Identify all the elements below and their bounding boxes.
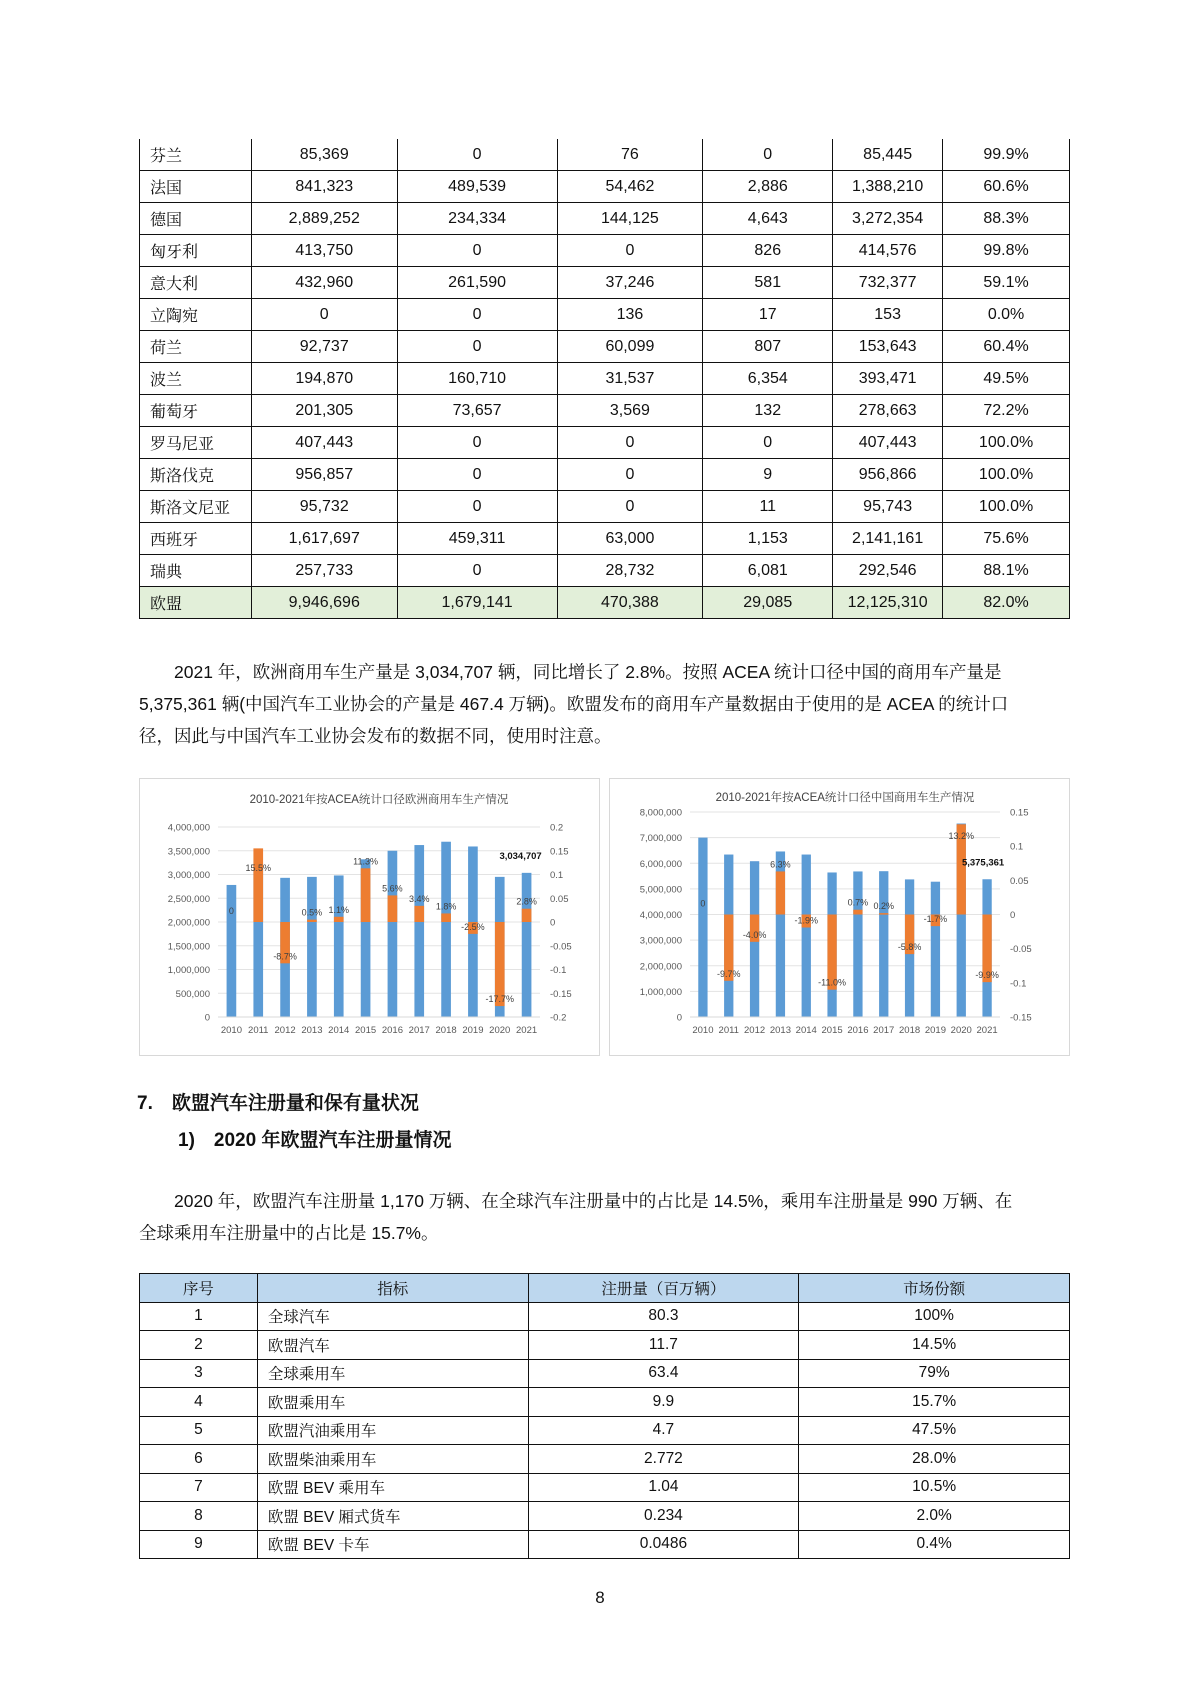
value-cell: 234,334 xyxy=(397,203,557,235)
production-bar xyxy=(334,875,344,1017)
no-cell: 9 xyxy=(140,1530,258,1559)
country-cell: 意大利 xyxy=(140,267,252,299)
value-cell: 0.0% xyxy=(943,299,1070,331)
production-bar xyxy=(698,838,707,1017)
header-indicator: 指标 xyxy=(257,1274,528,1303)
y-axis-tick: 2,000,000 xyxy=(639,961,682,973)
growth-label: -1.9% xyxy=(794,915,819,926)
y-axis-tick: 8,000,000 xyxy=(639,807,682,819)
share-cell: 15.7% xyxy=(799,1388,1070,1417)
table-row xyxy=(140,395,1070,427)
value-cell: 1,679,141 xyxy=(397,587,557,619)
value-cell: 826 xyxy=(703,235,833,267)
no-cell: 1 xyxy=(140,1302,258,1331)
table-row xyxy=(140,203,1070,235)
value-cell: 17 xyxy=(703,299,833,331)
growth-label: -9.9% xyxy=(975,970,999,981)
header-share: 市场份额 xyxy=(799,1274,1070,1303)
value-cell: 49.5% xyxy=(943,363,1070,395)
y-axis-tick: 1,500,000 xyxy=(167,941,210,953)
volume-cell: 80.3 xyxy=(528,1302,799,1331)
y2-axis-tick: 0.1 xyxy=(550,870,564,881)
growth-label: -5.8% xyxy=(897,942,922,953)
value-cell: 0 xyxy=(397,331,557,363)
value-cell: 95,743 xyxy=(833,491,943,523)
y2-axis-tick: 0 xyxy=(1010,910,1016,921)
y-axis-tick: 1,000,000 xyxy=(167,965,210,976)
share-cell: 0.4% xyxy=(799,1530,1070,1559)
value-cell: 28,732 xyxy=(557,555,703,587)
y2-axis-tick: 0 xyxy=(550,917,556,929)
share-cell: 10.5% xyxy=(799,1473,1070,1502)
value-cell: 2,886 xyxy=(703,171,833,203)
growth-label: -9.7% xyxy=(716,968,741,979)
indicator-cell: 欧盟柴油乘用车 xyxy=(257,1445,528,1474)
y-axis-tick: 4,000,000 xyxy=(639,910,682,921)
table-row xyxy=(140,1302,1070,1331)
table-row xyxy=(140,523,1070,555)
value-cell: 581 xyxy=(703,267,833,299)
production-bar xyxy=(441,842,451,1017)
table-row xyxy=(140,235,1070,267)
growth-bar xyxy=(879,913,888,915)
table-row xyxy=(140,1473,1070,1502)
x-axis-tick: 2020 xyxy=(950,1025,972,1036)
value-cell: 85,369 xyxy=(251,139,397,171)
volume-cell: 4.7 xyxy=(528,1416,799,1445)
paragraph-line: 2020 年，欧盟汽车注册量 1,170 万辆、在全球汽车注册量中的占比是 14.5%，乘用车注册量是 990 万辆、在 xyxy=(139,1191,1013,1211)
value-cell: 6,354 xyxy=(703,363,833,395)
country-cell: 斯洛伐克 xyxy=(140,459,252,491)
value-cell: 0 xyxy=(397,139,557,171)
value-cell: 807 xyxy=(703,331,833,363)
y2-axis-tick: -0.15 xyxy=(1010,1012,1032,1024)
value-cell: 459,311 xyxy=(397,523,557,555)
value-cell: 100.0% xyxy=(943,427,1070,459)
value-cell: 0 xyxy=(703,139,833,171)
value-annotation: 5,375,361 xyxy=(961,857,1005,869)
country-cell: 匈牙利 xyxy=(140,235,252,267)
volume-cell: 0.0486 xyxy=(528,1530,799,1559)
x-axis-tick: 2016 xyxy=(381,1025,403,1036)
volume-cell: 0.234 xyxy=(528,1502,799,1531)
growth-label: -17.7% xyxy=(485,994,515,1005)
country-cell: 立陶宛 xyxy=(140,299,252,331)
value-cell: 1,617,697 xyxy=(251,523,397,555)
x-axis-tick: 2010 xyxy=(692,1025,714,1036)
value-cell: 153 xyxy=(833,299,943,331)
value-cell: 3,569 xyxy=(557,395,703,427)
table-row xyxy=(140,267,1070,299)
share-cell: 47.5% xyxy=(799,1416,1070,1445)
table-row xyxy=(140,171,1070,203)
x-axis-tick: 2016 xyxy=(847,1025,869,1036)
table-row xyxy=(140,555,1070,587)
no-cell: 4 xyxy=(140,1388,258,1417)
value-cell: 0 xyxy=(557,459,703,491)
indicator-cell: 欧盟乘用车 xyxy=(257,1388,528,1417)
y-axis-tick: 500,000 xyxy=(175,988,210,1000)
country-cell: 欧盟 xyxy=(140,587,252,619)
table-row xyxy=(140,1388,1070,1417)
table-total-row xyxy=(140,587,1070,619)
value-cell: 292,546 xyxy=(833,555,943,587)
paragraph-line: 全球乘用车注册量中的占比是 15.7%。 xyxy=(139,1223,439,1243)
indicator-cell: 全球汽车 xyxy=(257,1302,528,1331)
growth-bar xyxy=(361,868,371,922)
value-cell: 489,539 xyxy=(397,171,557,203)
value-cell: 956,857 xyxy=(251,459,397,491)
value-cell: 76 xyxy=(557,139,703,171)
no-cell: 5 xyxy=(140,1416,258,1445)
x-axis-tick: 2014 xyxy=(795,1025,817,1036)
value-cell: 160,710 xyxy=(397,363,557,395)
table-row xyxy=(140,1530,1070,1559)
value-cell: 0 xyxy=(397,491,557,523)
x-axis-tick: 2019 xyxy=(462,1025,484,1036)
value-cell: 956,866 xyxy=(833,459,943,491)
value-cell: 0 xyxy=(397,427,557,459)
x-axis-tick: 2018 xyxy=(899,1025,921,1036)
y2-axis-tick: 0.05 xyxy=(1010,875,1029,887)
growth-label: -11.0% xyxy=(818,977,847,988)
y2-axis-tick: 0.15 xyxy=(550,846,569,858)
no-cell: 6 xyxy=(140,1445,258,1474)
y-axis-tick: 4,000,000 xyxy=(167,822,210,834)
indicator-cell: 欧盟 BEV 乘用车 xyxy=(257,1473,528,1502)
table-row xyxy=(140,363,1070,395)
value-cell: 99.9% xyxy=(943,139,1070,171)
country-cell: 德国 xyxy=(140,203,252,235)
growth-label: 6.3% xyxy=(770,859,791,870)
value-cell: 393,471 xyxy=(833,363,943,395)
production-bar xyxy=(414,845,424,1017)
production-bar xyxy=(879,871,888,1017)
value-cell: 132 xyxy=(703,395,833,427)
value-cell: 0 xyxy=(397,555,557,587)
value-cell: 73,657 xyxy=(397,395,557,427)
country-cell: 瑞典 xyxy=(140,555,252,587)
value-cell: 0 xyxy=(397,459,557,491)
x-axis-tick: 2013 xyxy=(301,1025,323,1036)
x-axis-tick: 2011 xyxy=(718,1025,739,1036)
registration-table xyxy=(139,1273,1070,1559)
y-axis-tick: 7,000,000 xyxy=(639,833,682,845)
value-cell: 144,125 xyxy=(557,203,703,235)
y2-axis-tick: 0.2 xyxy=(550,822,564,834)
production-bar xyxy=(307,877,317,1017)
value-cell: 261,590 xyxy=(397,267,557,299)
growth-bar xyxy=(334,917,344,922)
paragraph-line: 5,375,361 辆(中国汽车工业协会的产量是 467.4 万辆)。欧盟发布的商用车产量数据由于使用的是 ACEA 的统计口 xyxy=(139,694,1009,714)
production-bar xyxy=(227,885,237,1017)
indicator-cell: 欧盟汽车 xyxy=(257,1331,528,1360)
growth-bar xyxy=(388,895,398,922)
growth-label: 0 xyxy=(700,898,706,909)
no-cell: 3 xyxy=(140,1359,258,1388)
value-cell: 2,141,161 xyxy=(833,523,943,555)
value-cell: 29,085 xyxy=(703,587,833,619)
chart-europe-commercial-vehicle-production xyxy=(139,778,600,1056)
x-axis-tick: 2017 xyxy=(408,1025,430,1036)
growth-bar xyxy=(253,848,263,922)
growth-label: 3.4% xyxy=(408,893,430,904)
value-cell: 0 xyxy=(703,427,833,459)
value-cell: 95,732 xyxy=(251,491,397,523)
indicator-cell: 欧盟 BEV 卡车 xyxy=(257,1530,528,1559)
x-axis-tick: 2021 xyxy=(516,1025,538,1036)
growth-label: 0.2% xyxy=(873,901,895,912)
growth-label: 15.5% xyxy=(245,863,272,873)
growth-label: -1.7% xyxy=(923,914,948,925)
table-row xyxy=(140,1502,1070,1531)
country-cell: 西班牙 xyxy=(140,523,252,555)
growth-label: -8.7% xyxy=(273,951,297,962)
value-cell: 201,305 xyxy=(251,395,397,427)
value-cell: 60.4% xyxy=(943,331,1070,363)
y2-axis-tick: 0.05 xyxy=(550,893,569,905)
value-cell: 841,323 xyxy=(251,171,397,203)
chart-title: 2010-2021年按ACEA统计口径欧洲商用车生产情况 xyxy=(249,794,509,806)
table-row xyxy=(140,331,1070,363)
paragraph-registration-summary xyxy=(139,1185,1070,1249)
value-cell: 75.6% xyxy=(943,523,1070,555)
value-cell: 72.2% xyxy=(943,395,1070,427)
value-cell: 1,153 xyxy=(703,523,833,555)
country-cell: 荷兰 xyxy=(140,331,252,363)
value-cell: 407,443 xyxy=(251,427,397,459)
growth-label: 2.8% xyxy=(516,896,537,907)
x-axis-tick: 2020 xyxy=(489,1025,511,1036)
indicator-cell: 欧盟汽油乘用车 xyxy=(257,1416,528,1445)
x-axis-tick: 2013 xyxy=(769,1025,791,1036)
y-axis-tick: 0 xyxy=(204,1012,210,1024)
chart-china-commercial-vehicle-production xyxy=(609,778,1070,1056)
production-bar xyxy=(802,855,811,1017)
table-row xyxy=(140,1416,1070,1445)
table-row xyxy=(140,1359,1070,1388)
value-cell: 100.0% xyxy=(943,491,1070,523)
growth-label: 13.2% xyxy=(948,831,975,841)
table-row xyxy=(140,459,1070,491)
value-cell: 0 xyxy=(397,299,557,331)
value-cell: 54,462 xyxy=(557,171,703,203)
y-axis-tick: 0 xyxy=(676,1012,682,1024)
value-cell: 1,388,210 xyxy=(833,171,943,203)
value-cell: 60.6% xyxy=(943,171,1070,203)
growth-label: 1.8% xyxy=(435,901,457,912)
growth-bar xyxy=(307,920,317,922)
x-axis-tick: 2010 xyxy=(220,1025,242,1036)
growth-label: 1.1% xyxy=(328,904,350,915)
value-cell: 88.1% xyxy=(943,555,1070,587)
value-cell: 0 xyxy=(397,235,557,267)
x-axis-tick: 2015 xyxy=(355,1025,377,1036)
value-cell: 0 xyxy=(557,235,703,267)
value-cell: 153,643 xyxy=(833,331,943,363)
x-axis-tick: 2021 xyxy=(976,1025,998,1036)
table-row xyxy=(140,1445,1070,1474)
volume-cell: 2.772 xyxy=(528,1445,799,1474)
country-cell: 斯洛文尼亚 xyxy=(140,491,252,523)
y2-axis-tick: 0.1 xyxy=(1010,841,1024,853)
volume-cell: 1.04 xyxy=(528,1473,799,1502)
value-cell: 60,099 xyxy=(557,331,703,363)
x-axis-tick: 2012 xyxy=(274,1025,296,1036)
value-cell: 85,445 xyxy=(833,139,943,171)
value-cell: 9 xyxy=(703,459,833,491)
y2-axis-tick: -0.1 xyxy=(1010,978,1027,990)
value-cell: 0 xyxy=(557,491,703,523)
value-cell: 2,889,252 xyxy=(251,203,397,235)
country-cell: 芬兰 xyxy=(140,139,252,171)
value-cell: 413,750 xyxy=(251,235,397,267)
y-axis-tick: 5,000,000 xyxy=(639,884,682,896)
share-cell: 79% xyxy=(799,1359,1070,1388)
y-axis-tick: 2,000,000 xyxy=(167,917,210,929)
table-row xyxy=(140,139,1070,171)
growth-label: 11.3% xyxy=(353,856,379,867)
y2-axis-tick: -0.15 xyxy=(550,988,572,1000)
share-cell: 28.0% xyxy=(799,1445,1070,1474)
value-cell: 12,125,310 xyxy=(833,587,943,619)
table-header-row xyxy=(140,1274,1070,1303)
value-cell: 63,000 xyxy=(557,523,703,555)
value-cell: 3,272,354 xyxy=(833,203,943,235)
value-cell: 136 xyxy=(557,299,703,331)
header-volume: 注册量（百万辆） xyxy=(528,1274,799,1303)
paragraph-production-summary xyxy=(139,656,1070,752)
growth-label: -2.5% xyxy=(461,921,485,932)
indicator-cell: 全球乘用车 xyxy=(257,1359,528,1388)
y-axis-tick: 1,000,000 xyxy=(639,986,682,998)
volume-cell: 9.9 xyxy=(528,1388,799,1417)
table-row xyxy=(140,299,1070,331)
value-cell: 37,246 xyxy=(557,267,703,299)
y2-axis-tick: -0.2 xyxy=(550,1012,567,1024)
value-cell: 4,643 xyxy=(703,203,833,235)
value-cell: 11 xyxy=(703,491,833,523)
value-cell: 100.0% xyxy=(943,459,1070,491)
growth-label: 0 xyxy=(228,906,234,916)
production-by-country-table xyxy=(139,139,1070,619)
country-cell: 罗马尼亚 xyxy=(140,427,252,459)
country-cell: 法国 xyxy=(140,171,252,203)
y2-axis-tick: -0.1 xyxy=(550,965,567,976)
production-bar xyxy=(388,851,398,1017)
subsection-heading: 1) 2020 年欧盟汽车注册量情况 xyxy=(178,1130,452,1151)
header-no: 序号 xyxy=(140,1274,258,1303)
y-axis-tick: 6,000,000 xyxy=(639,858,682,870)
value-cell: 414,576 xyxy=(833,235,943,267)
x-axis-tick: 2011 xyxy=(248,1025,269,1036)
paragraph-line: 径，因此与中国汽车工业协会发布的数据不同，使用时注意。 xyxy=(139,726,612,746)
x-axis-tick: 2012 xyxy=(744,1025,766,1036)
value-cell: 88.3% xyxy=(943,203,1070,235)
growth-bar xyxy=(441,913,451,922)
value-cell: 407,443 xyxy=(833,427,943,459)
country-cell: 波兰 xyxy=(140,363,252,395)
volume-cell: 63.4 xyxy=(528,1359,799,1388)
volume-cell: 11.7 xyxy=(528,1331,799,1360)
indicator-cell: 欧盟 BEV 厢式货车 xyxy=(257,1502,528,1531)
y-axis-tick: 3,500,000 xyxy=(167,846,210,858)
paragraph-line: 2021 年，欧洲商用车生产量是 3,034,707 辆，同比增长了 2.8%。按照 ACEA 统计口径中国的商用车产量是 xyxy=(139,662,1002,682)
chart-title: 2010-2021年按ACEA统计口径中国商用车生产情况 xyxy=(715,792,975,804)
growth-bar xyxy=(414,906,424,922)
y-axis-tick: 3,000,000 xyxy=(167,870,210,881)
y-axis-tick: 2,500,000 xyxy=(167,893,210,905)
value-cell: 470,388 xyxy=(557,587,703,619)
value-cell: 257,733 xyxy=(251,555,397,587)
value-cell: 82.0% xyxy=(943,587,1070,619)
table-row xyxy=(140,491,1070,523)
value-cell: 732,377 xyxy=(833,267,943,299)
page-number: 8 xyxy=(595,1588,605,1607)
growth-label: 5.6% xyxy=(382,883,403,894)
y-axis-tick: 3,000,000 xyxy=(639,935,682,947)
x-axis-tick: 2017 xyxy=(873,1025,895,1036)
x-axis-tick: 2014 xyxy=(328,1025,350,1036)
table-row xyxy=(140,1331,1070,1360)
y2-axis-tick: 0.15 xyxy=(1010,807,1029,819)
production-bar xyxy=(931,882,940,1017)
share-cell: 14.5% xyxy=(799,1331,1070,1360)
value-cell: 194,870 xyxy=(251,363,397,395)
growth-label: 0.7% xyxy=(847,897,869,908)
value-cell: 99.8% xyxy=(943,235,1070,267)
y2-axis-tick: -0.05 xyxy=(1010,944,1032,956)
value-cell: 432,960 xyxy=(251,267,397,299)
growth-bar xyxy=(853,910,862,915)
value-annotation: 3,034,707 xyxy=(499,850,542,862)
x-axis-tick: 2015 xyxy=(821,1025,843,1036)
value-cell: 31,537 xyxy=(557,363,703,395)
share-cell: 100% xyxy=(799,1302,1070,1331)
y2-axis-tick: -0.05 xyxy=(550,941,572,953)
growth-bar xyxy=(776,871,785,914)
growth-label: -4.0% xyxy=(742,929,767,940)
growth-label: 0.5% xyxy=(301,907,323,918)
x-axis-tick: 2018 xyxy=(435,1025,457,1036)
table-row xyxy=(140,427,1070,459)
value-cell: 6,081 xyxy=(703,555,833,587)
value-cell: 9,946,696 xyxy=(251,587,397,619)
share-cell: 2.0% xyxy=(799,1502,1070,1531)
value-cell: 0 xyxy=(557,427,703,459)
country-cell: 葡萄牙 xyxy=(140,395,252,427)
production-bar xyxy=(853,871,862,1017)
value-cell: 0 xyxy=(251,299,397,331)
x-axis-tick: 2019 xyxy=(924,1025,946,1036)
value-cell: 92,737 xyxy=(251,331,397,363)
section-heading: 7. 欧盟汽车注册量和保有量状况 xyxy=(137,1093,419,1114)
production-bar xyxy=(522,873,532,1017)
no-cell: 2 xyxy=(140,1331,258,1360)
value-cell: 278,663 xyxy=(833,395,943,427)
no-cell: 8 xyxy=(140,1502,258,1531)
no-cell: 7 xyxy=(140,1473,258,1502)
value-cell: 59.1% xyxy=(943,267,1070,299)
growth-bar xyxy=(522,909,532,922)
